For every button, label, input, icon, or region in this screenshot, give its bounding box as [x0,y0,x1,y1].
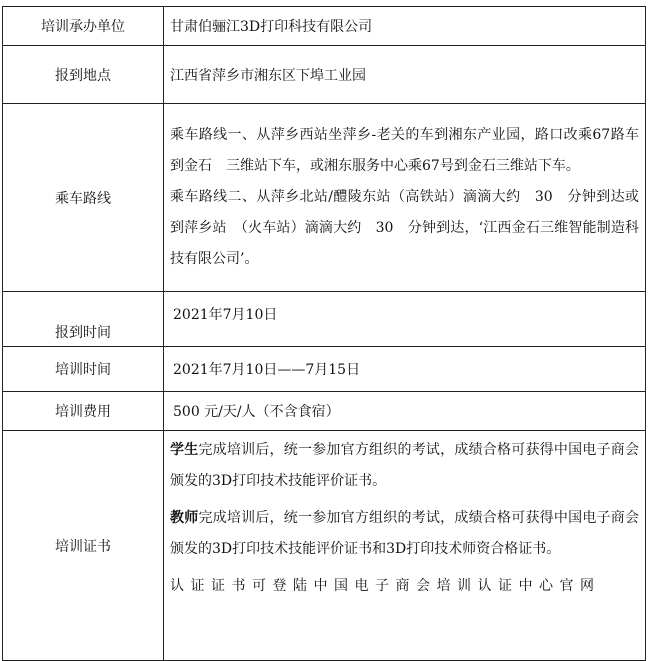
training-info-table [2,6,646,661]
student-text: 完成培训后，统一参加官方组织的考试，成绩合格可获得中国电子商会颁发的3D打印技术技能评价证书。 [170,442,639,489]
certificate-note: 认证证书可登陆中国电子商会培训认证中心官网 [170,578,601,594]
unit-label: 培训承办单位 [3,7,164,46]
route-line-2: 乘车路线二、从萍乡北站/醴陵东站（高铁站）滴滴大约 30 分钟到达或到萍乡站 （火车站）滴滴大约 30 分钟到达，‘江西金石三维智能制造科技有限公司’。 [170,189,639,267]
certificate-label: 培训证书 [3,431,164,661]
teacher-paragraph [170,503,639,565]
student-paragraph [170,435,639,497]
student-lead: 学生 [170,442,199,458]
fee-label: 培训费用 [3,392,164,431]
table-row [3,7,646,46]
table-row [3,292,646,347]
certificate-value [164,431,646,661]
table-row [3,104,646,292]
route-line-1: 乘车路线一、从萍乡西站坐萍乡-老关的车到湘东产业园，路口改乘67路车到金石 三维站下车，或湘东服务中心乘67号到金石三维站下车。 [170,127,639,174]
table-row [3,347,646,392]
location-label: 报到地点 [3,46,164,104]
teacher-lead: 教师 [170,510,199,526]
route-label: 乘车路线 [3,104,164,292]
table-row [3,392,646,431]
report-time-label: 报到时间 [3,292,164,347]
fee-value [164,392,646,431]
route-value [164,104,646,292]
table-row [3,46,646,104]
teacher-text: 完成培训后，统一参加官方组织的考试，成绩合格可获得中国电子商会颁发的3D打印技术技能评价证书和3D打印技术师资合格证书。 [170,510,639,557]
training-time-text: 2021年7月10日——7月15日 [173,362,361,378]
training-time-value [164,347,646,392]
fee-text: 500 元/天/人（不含食宿） [173,404,340,420]
table-row [3,431,646,661]
report-time-text: 2021年7月10日 [173,307,278,323]
training-time-label: 培训时间 [3,347,164,392]
location-value: 江西省萍乡市湘东区下埠工业园 [164,46,646,104]
unit-value: 甘肃伯骊江3D打印科技有限公司 [164,7,646,46]
report-time-value [164,292,646,347]
